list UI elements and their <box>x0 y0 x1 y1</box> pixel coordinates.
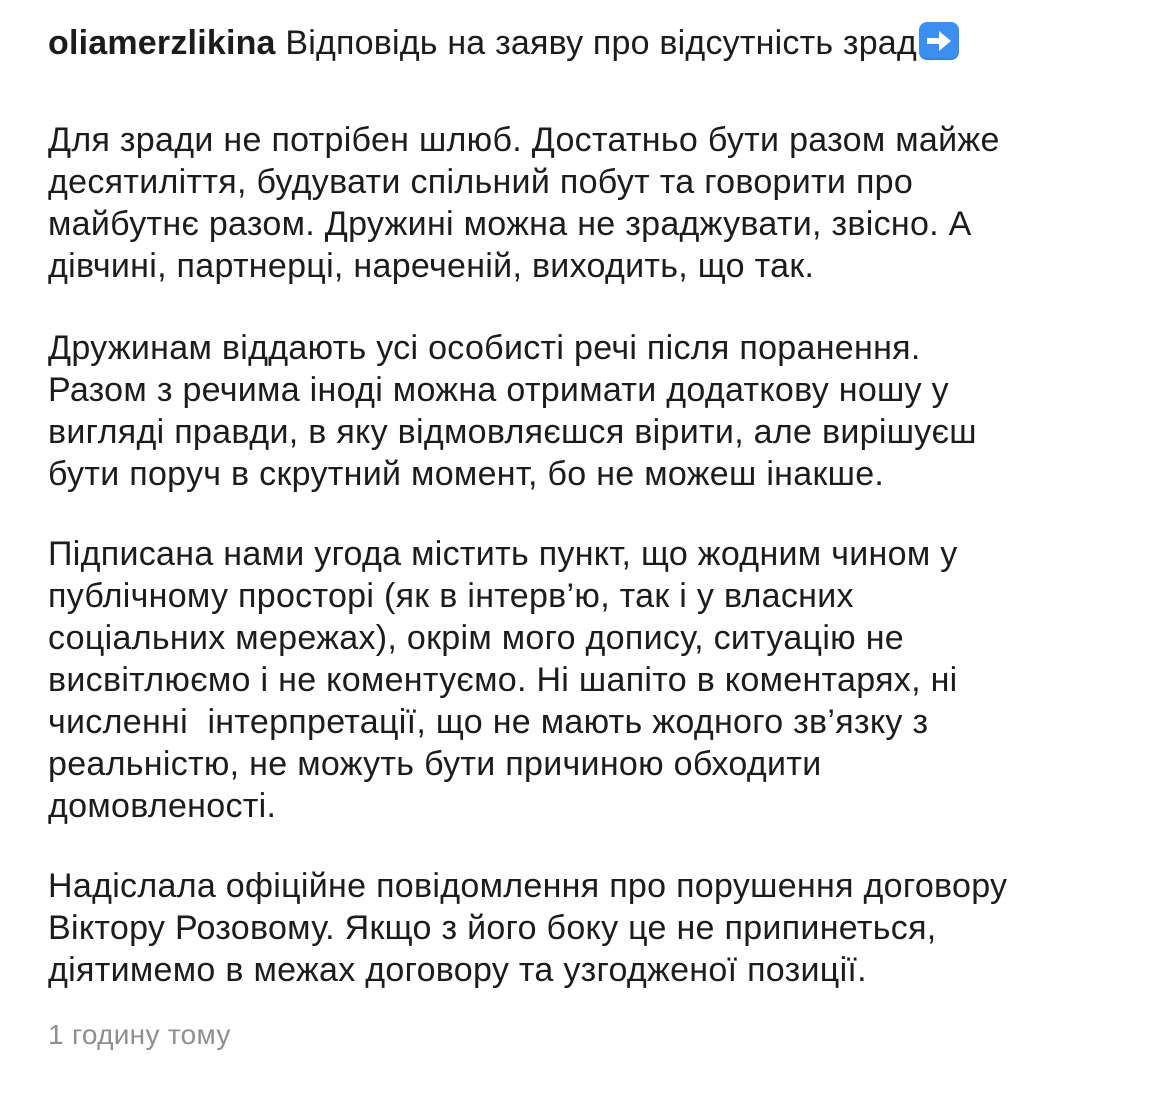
text-line: десятиліття, будувати спільний побут та говорити про <box>48 163 914 201</box>
text-line: соціальних мережах), окрім мого допису, ситуацію не <box>48 619 905 657</box>
right-arrow-emoji-icon <box>919 22 959 60</box>
text-line: майбутнє разом. Дружині можна не зраджувати, звісно. А <box>48 205 972 243</box>
text-line: Дружинам віддають усі особисті речі після поранення. <box>48 329 921 367</box>
post-caption <box>48 18 1138 1051</box>
text-line: бути поруч в скрутний момент, бо не можеш інакше. <box>48 455 885 493</box>
text-line: Віктору Розовому. Якщо з його боку це не припинеться, <box>48 909 937 947</box>
text-line: численні інтерпретації, що не мають жодного зв’язку з <box>48 703 929 741</box>
caption-header <box>48 18 1138 68</box>
text-line: публічному просторі (як в інтерв’ю, так і у власних <box>48 577 854 615</box>
text-line: Надіслала офіційне повідомлення про порушення договору <box>48 867 1008 905</box>
text-line: діятимемо в межах договору та узгодженої позиції. <box>48 951 867 989</box>
text-line: домовленості. <box>48 787 277 825</box>
caption-paragraph <box>48 865 1138 991</box>
post-timestamp: 1 годину тому <box>48 1019 231 1050</box>
text-line: висвітлюємо і не коментуємо. Ні шапіто в коментарях, ні <box>48 661 958 699</box>
caption-paragraph <box>48 533 1138 827</box>
username-link[interactable]: oliamerzlikina <box>48 24 276 62</box>
text-line: Разом з речима іноді можна отримати додаткову ношу у <box>48 371 949 409</box>
caption-paragraph <box>48 327 1138 495</box>
caption-paragraph <box>48 119 1138 287</box>
caption-title: Відповідь на заяву про відсутність зрад <box>285 24 917 62</box>
text-line: вигляді правди, в яку відмовляєшся вірити, але вирішуєш <box>48 413 977 451</box>
text-line: Для зради не потрібен шлюб. Достатньо бути разом майже <box>48 121 1000 159</box>
text-line: дівчині, партнерці, нареченій, виходить, що так. <box>48 247 815 285</box>
text-line: Підписана нами угода містить пункт, що жодним чином у <box>48 535 958 573</box>
text-line: реальністю, не можуть бути причиною обходити <box>48 745 822 783</box>
